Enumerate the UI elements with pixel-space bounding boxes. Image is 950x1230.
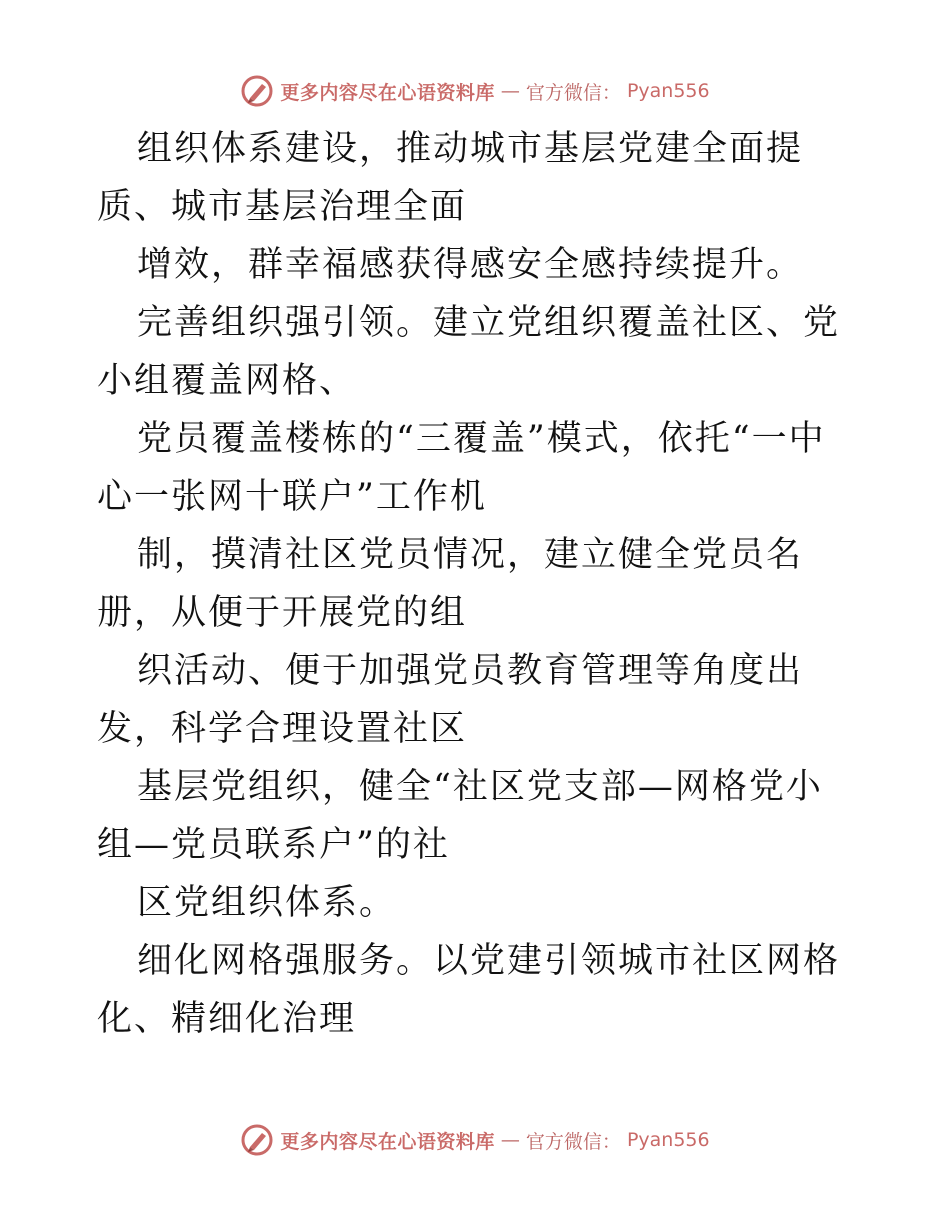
header-watermark bbox=[0, 71, 950, 111]
watermark-separator: — bbox=[500, 80, 520, 102]
watermark-brand: 更多内容尽在心语资料库 bbox=[280, 81, 495, 104]
watermark-label: 官方微信： bbox=[525, 1130, 621, 1153]
paragraph: 织活动、便于加强党员教育管理等角度出发，科学合理设置社区 bbox=[97, 651, 804, 749]
paragraph: 区党组织体系。 bbox=[137, 883, 397, 923]
pen-circle-logo-icon bbox=[240, 74, 274, 108]
paragraph: 完善组织强引领。建立党组织覆盖社区、党小组覆盖网格、 bbox=[97, 303, 841, 401]
pen-circle-logo-icon bbox=[240, 1123, 274, 1157]
paragraph: 基层党组织，健全“社区党支部—网格党小组—党员联系户”的社 bbox=[97, 767, 823, 865]
paragraph: 党员覆盖楼栋的“三覆盖”模式，依托“一中心一张网十联户”工作机 bbox=[97, 419, 826, 517]
footer-watermark bbox=[0, 1120, 950, 1160]
paragraph: 细化网格强服务。以党建引领城市社区网格化、精细化治理 bbox=[97, 941, 841, 1039]
document-body bbox=[97, 120, 857, 1048]
watermark-label: 官方微信： bbox=[525, 81, 621, 104]
watermark-wechat-id: Pyan556 bbox=[626, 80, 710, 102]
paragraph: 制，摸清社区党员情况，建立健全党员名册，从便于开展党的组 bbox=[97, 535, 804, 633]
watermark-wechat-id: Pyan556 bbox=[626, 1129, 710, 1151]
paragraph: 组织体系建设，推动城市基层党建全面提质、城市基层治理全面 bbox=[97, 129, 804, 227]
paragraph: 增效，群幸福感获得感安全感持续提升。 bbox=[137, 245, 804, 285]
watermark-separator: — bbox=[500, 1129, 520, 1151]
watermark-brand: 更多内容尽在心语资料库 bbox=[280, 1130, 495, 1153]
